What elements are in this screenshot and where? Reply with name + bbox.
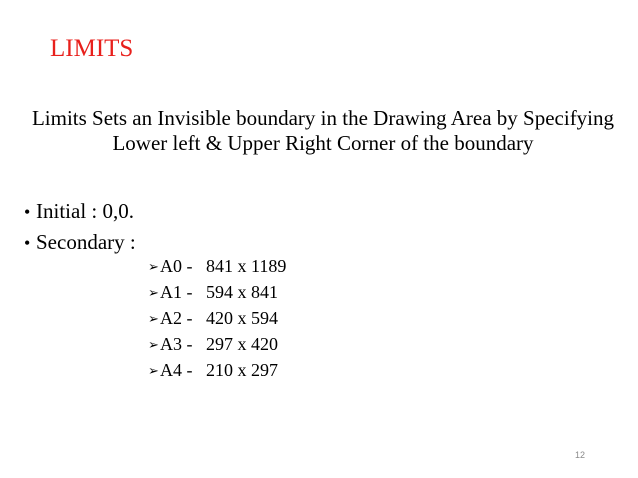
page-number: 12: [575, 450, 586, 460]
sheet-size-value: 420 x 594: [206, 308, 278, 328]
slide-title: LIMITS: [50, 35, 134, 62]
bullet-list: [24, 196, 136, 258]
arrow-right-icon: ➢: [148, 337, 159, 352]
bullet-dot-icon: •: [24, 202, 31, 222]
sheet-size-value: 210 x 297: [206, 360, 278, 380]
bullet-item-secondary: [24, 227, 136, 258]
sheet-size-item: [148, 306, 286, 332]
sheet-size-item: [148, 358, 286, 384]
arrow-right-icon: ➢: [148, 259, 159, 274]
sheet-size-code: A3 -: [160, 334, 193, 354]
bullet-text: Initial : 0,0.: [36, 199, 134, 223]
sheet-size-value: 841 x 1189: [206, 256, 287, 276]
sheet-size-code: A1 -: [160, 282, 193, 302]
sheet-size-value: 594 x 841: [206, 282, 278, 302]
arrow-right-icon: ➢: [148, 285, 159, 300]
intro-text: Limits Sets an Invisible boundary in the Drawing Area by Specifying Lower left & Upper Right Corner of the boundary: [31, 106, 615, 155]
sheet-size-code: A2 -: [160, 308, 193, 328]
sheet-size-item: [148, 280, 286, 306]
sheet-size-list: [148, 254, 286, 384]
sheet-size-value: 297 x 420: [206, 334, 278, 354]
bullet-item-initial: [24, 196, 136, 227]
sheet-size-item: [148, 254, 286, 280]
arrow-right-icon: ➢: [148, 363, 159, 378]
bullet-text: Secondary :: [36, 230, 136, 254]
sheet-size-code: A4 -: [160, 360, 193, 380]
arrow-right-icon: ➢: [148, 311, 159, 326]
sheet-size-item: [148, 332, 286, 358]
bullet-dot-icon: •: [24, 233, 31, 253]
sheet-size-code: A0 -: [160, 256, 193, 276]
